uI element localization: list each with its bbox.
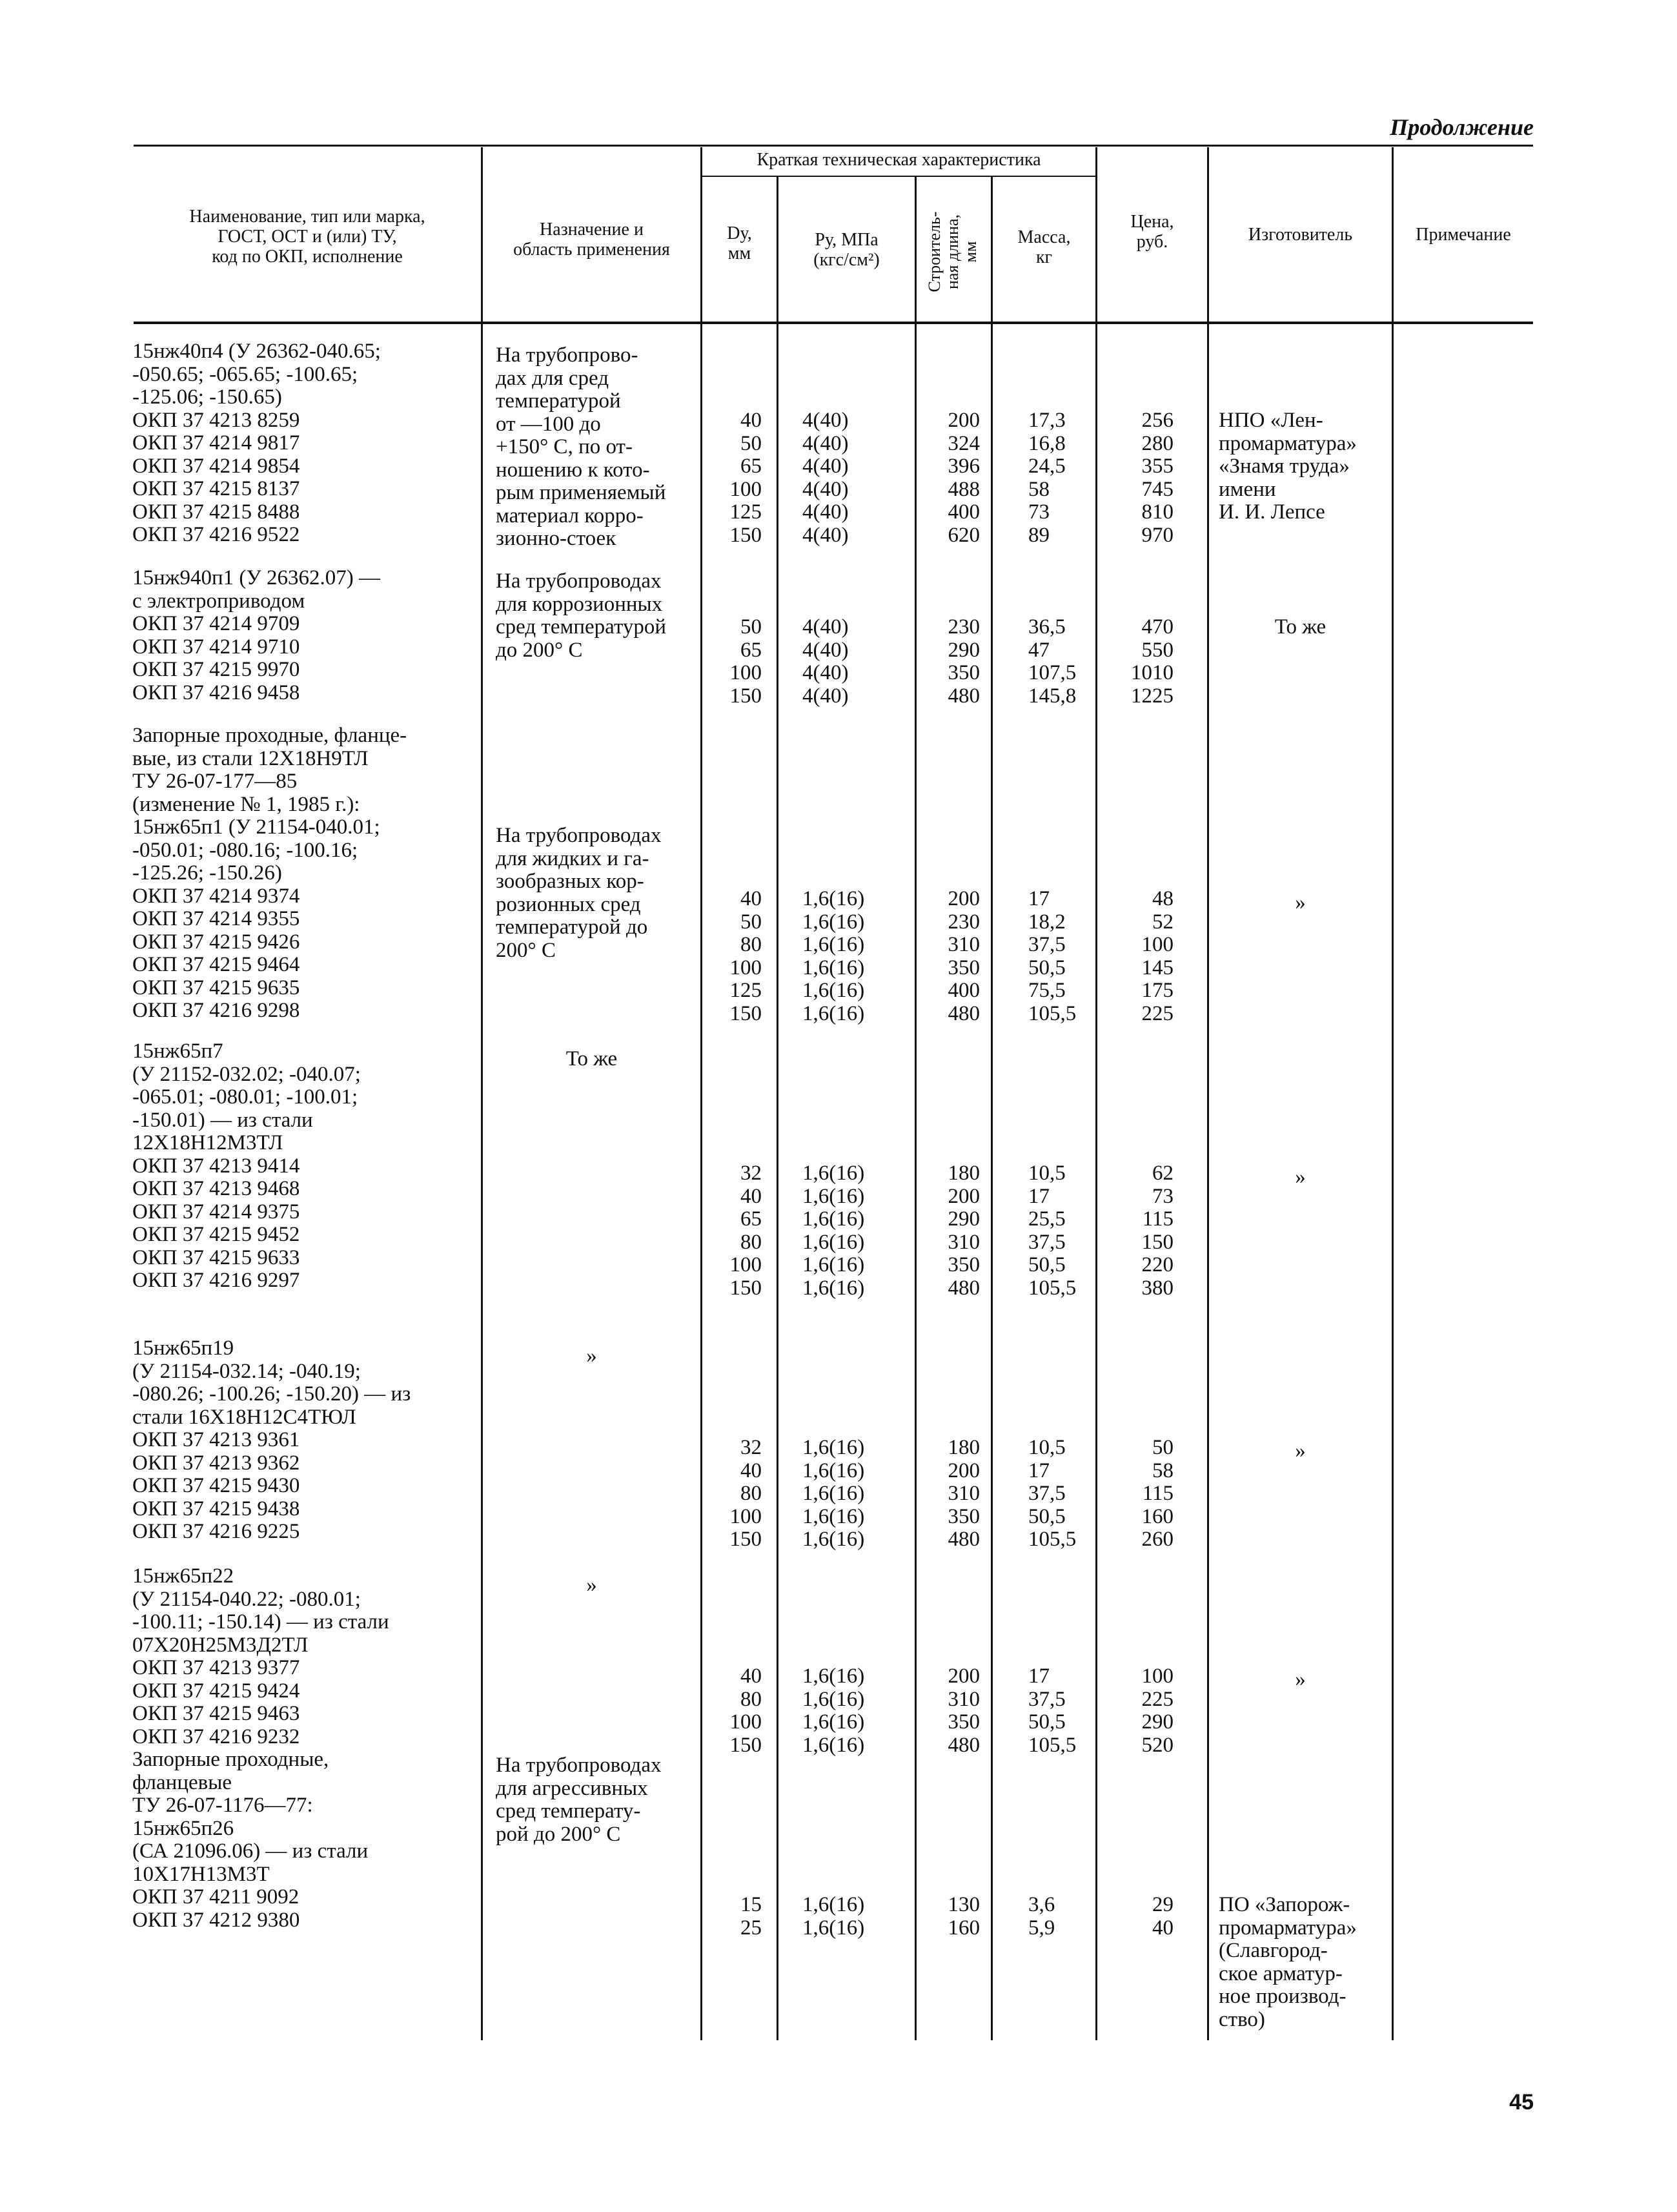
row-1-name: 15нж40п4 (У 26362-040.65; -050.65; -065.65; -100.65; -125.06; -150.65) ОКП 37 4213 8259 ОКП 37 4214 9817 ОКП 37 4214 9854 ОКП 37 4215 8137 ОКП 37 4215 8488 ОКП 37 4216 9522 xyxy=(132,340,381,546)
row-7-dy: 15 25 xyxy=(740,1893,762,1940)
row-2-price: 470 550 1010 1225 xyxy=(1131,615,1174,708)
row-5-mass: 10,5 17 37,5 50,5 105,5 xyxy=(1028,1436,1077,1551)
row-5-py: 1,6(16) 1,6(16) 1,6(16) 1,6(16) 1,6(16) xyxy=(802,1436,865,1551)
row-3-dy: 40 50 80 100 125 150 xyxy=(729,887,762,1025)
table-top-rule xyxy=(134,145,1533,147)
header-dy: Dу, мм xyxy=(727,223,752,263)
row-7-py: 1,6(16) 1,6(16) xyxy=(802,1893,865,1940)
row-1-purpose: На трубопрово- дах для сред температурой от —100 до +150° С, по от- ношению к кото- рым применяемый материал корро- зионно-стоек xyxy=(496,343,666,550)
row-1-py: 4(40) 4(40) 4(40) 4(40) 4(40) 4(40) xyxy=(802,409,849,547)
row-7-purpose: На трубопроводах для агрессивных сред температу- рой до 200° С xyxy=(496,1754,662,1846)
row-4-purpose: То же xyxy=(565,1047,618,1070)
row-1-length: 200 324 396 488 400 620 xyxy=(948,409,980,547)
col-divider-8 xyxy=(1392,147,1394,2040)
row-1-maker: НПО «Лен- промарматура» «Знамя труда» имени И. И. Лепсе xyxy=(1219,409,1357,524)
row-2-dy: 50 65 100 150 xyxy=(729,615,762,708)
row-7-price: 29 40 xyxy=(1152,1893,1174,1940)
col-divider-3 xyxy=(777,177,778,2040)
continuation-label: Продолжение xyxy=(1390,114,1534,140)
row-2-py: 4(40) 4(40) 4(40) 4(40) xyxy=(802,615,849,708)
row-4-length: 180 200 290 310 350 480 xyxy=(948,1162,980,1300)
row-2-purpose: На трубопроводах для коррозионных сред температурой до 200° С xyxy=(496,569,667,662)
row-4-mass: 10,5 17 25,5 37,5 50,5 105,5 xyxy=(1028,1162,1077,1300)
row-4-maker: » xyxy=(1295,1165,1306,1189)
row-6-length: 200 310 350 480 xyxy=(948,1664,980,1757)
row-5-maker: » xyxy=(1295,1439,1306,1462)
row-3-maker: » xyxy=(1295,891,1306,914)
header-maker: Изготовитель xyxy=(1248,225,1353,245)
header-mass: Масса, кг xyxy=(1017,227,1071,267)
row-6-purpose: » xyxy=(586,1573,597,1597)
header-note: Примечание xyxy=(1416,225,1511,245)
row-6-maker: » xyxy=(1295,1668,1306,1691)
row-4-py: 1,6(16) 1,6(16) 1,6(16) 1,6(16) 1,6(16) 1,6(16) xyxy=(802,1162,865,1300)
col-divider-6 xyxy=(1095,147,1097,2040)
row-1-mass: 17,3 16,8 24,5 58 73 89 xyxy=(1028,409,1066,547)
row-6-py: 1,6(16) 1,6(16) 1,6(16) 1,6(16) xyxy=(802,1664,865,1757)
header-name: Наименование, тип или марка, ГОСТ, ОСТ и (или) ТУ, код по ОКП, исполнение xyxy=(189,207,425,267)
row-2-maker: То же xyxy=(1274,615,1326,639)
header-price: Цена, руб. xyxy=(1130,212,1174,252)
row-3-length: 200 230 310 350 400 480 xyxy=(948,887,980,1025)
col-divider-4 xyxy=(915,177,917,2040)
row-6-dy: 40 80 100 150 xyxy=(729,1664,762,1757)
tech-group-rule xyxy=(700,176,1095,177)
header-purpose: Назначение и область применения xyxy=(513,220,670,260)
row-4-dy: 32 40 65 80 100 150 xyxy=(729,1162,762,1300)
header-tech-group: Краткая техническая характеристика xyxy=(757,150,1041,170)
row-3-mass: 17 18,2 37,5 50,5 75,5 105,5 xyxy=(1028,887,1077,1025)
row-3-purpose: На трубопроводах для жидких и га- зообразных кор- розионных сред температурой до 200° С xyxy=(496,824,662,962)
row-2-mass: 36,5 47 107,5 145,8 xyxy=(1028,615,1077,708)
row-3-price: 48 52 100 145 175 225 xyxy=(1141,887,1174,1025)
row-7-mass: 3,6 5,9 xyxy=(1028,1893,1055,1940)
row-6-price: 100 225 290 520 xyxy=(1141,1664,1174,1757)
row-4-price: 62 73 115 150 220 380 xyxy=(1141,1162,1174,1300)
row-5-name: 15нж65п19 (У 21154-032.14; -040.19; -080.26; -100.26; -150.20) — из стали 16Х18Н12С4ТЮЛ ОКП 37 4213 9361 ОКП 37 4213 9362 ОКП 37 4215 9430 ОКП 37 4215 9438 ОКП 37 4216 9225 xyxy=(132,1336,411,1543)
row-5-length: 180 200 310 350 480 xyxy=(948,1436,980,1551)
row-7-maker: ПО «Запорож- промарматура» (Славгород- ское арматур- ное производ- ство) xyxy=(1219,1893,1357,2031)
col-divider-7 xyxy=(1207,147,1209,2040)
row-1-dy: 40 50 65 100 125 150 xyxy=(729,409,762,547)
row-4-name: 15нж65п7 (У 21152-032.02; -040.07; -065.01; -080.01; -100.01; -150.01) — из стали 12Х18Н12М3ТЛ ОКП 37 4213 9414 ОКП 37 4213 9468 ОКП 37 4214 9375 ОКП 37 4215 9452 ОКП 37 4215 9633 ОКП 37 4216 9297 xyxy=(132,1039,361,1292)
row-5-purpose: » xyxy=(586,1344,597,1367)
row-1-price: 256 280 355 745 810 970 xyxy=(1141,409,1174,547)
header-bottom-rule xyxy=(134,322,1533,324)
row-6-mass: 17 37,5 50,5 105,5 xyxy=(1028,1664,1077,1757)
row-2-name: 15нж940п1 (У 26362.07) — с электроприводом ОКП 37 4214 9709 ОКП 37 4214 9710 ОКП 37 4215 9970 ОКП 37 4216 9458 xyxy=(132,566,380,704)
col-divider-5 xyxy=(991,177,993,2040)
col-divider-2 xyxy=(700,147,702,2040)
col-divider-1 xyxy=(481,147,483,2040)
row-7-length: 130 160 xyxy=(948,1893,980,1940)
row-5-dy: 32 40 80 100 150 xyxy=(729,1436,762,1551)
row-5-price: 50 58 115 160 260 xyxy=(1141,1436,1174,1551)
header-length: Строитель- ная длина, мм xyxy=(925,211,980,292)
header-py: Pу, МПа (кгс/см²) xyxy=(813,230,880,270)
row-3-py: 1,6(16) 1,6(16) 1,6(16) 1,6(16) 1,6(16) 1,6(16) xyxy=(802,887,865,1025)
row-2-length: 230 290 350 480 xyxy=(948,615,980,708)
row-7-name: Запорные проходные, фланцевые ТУ 26-07-1176—77: 15нж65п26 (СА 21096.06) — из стали 10Х17Н13М3Т ОКП 37 4211 9092 ОКП 37 4212 9380 xyxy=(132,1748,369,1932)
page-number: 45 xyxy=(1509,2090,1534,2115)
row-6-name: 15нж65п22 (У 21154-040.22; -080.01; -100.11; -150.14) — из стали 07Х20Н25М3Д2ТЛ ОКП 37 4213 9377 ОКП 37 4215 9424 ОКП 37 4215 9463 ОКП 37 4216 9232 xyxy=(132,1564,389,1748)
row-3-name: Запорные проходные, фланце- вые, из стали 12Х18Н9ТЛ ТУ 26-07-177—85 (изменение № 1, 1985 г.): 15нж65п1 (У 21154-040.01; -050.01; -080.16; -100.16; -125.26; -150.26) ОКП 37 4214 9374 ОКП 37 4214 9355 ОКП 37 4215 9426 ОКП 37 4215 9464 ОКП 37 4215 9635 ОКП 37 4216 9298 xyxy=(132,724,407,1022)
